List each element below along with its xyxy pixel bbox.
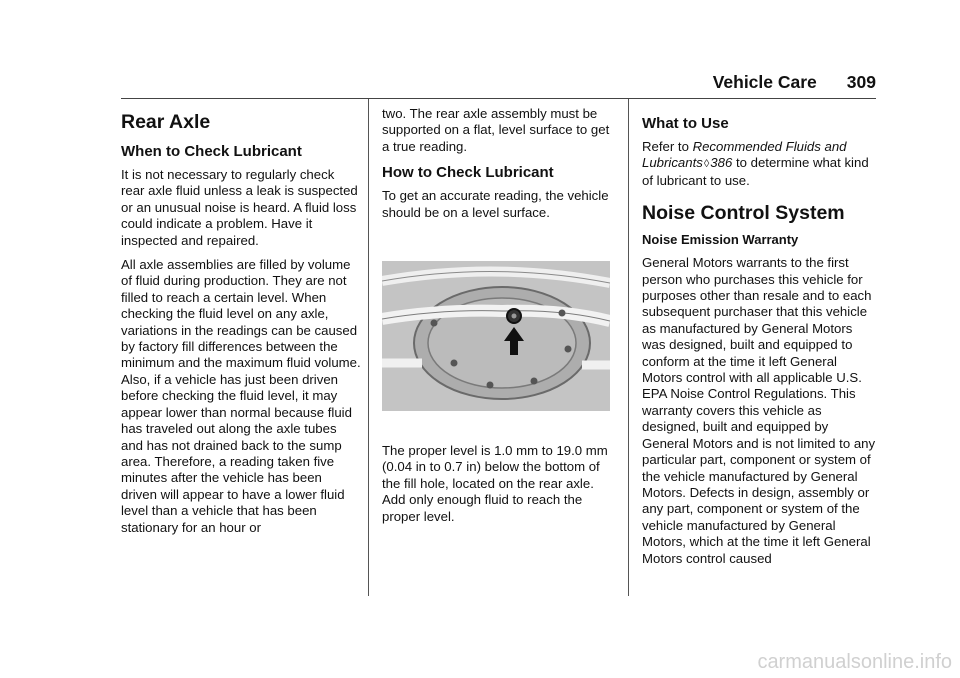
column-divider-2 — [628, 99, 629, 596]
paragraph: Refer to Recommended Fluids and Lubricants◊386 to determine what kind of lubricant to use. — [642, 139, 869, 188]
paragraph: All axle assemblies are filled by volume of fluid during production. They are not filled to reach a certain level. When checking the fluid level on any axle, variations in the readings can be caused by factory fill differences between the minimum and the maximum fluid volume. Also, if a vehicle has just been driven before checking the fluid level, it may appear lower than normal because fluid has traveled out along the axle tubes and has not drained back to the sump area. Therefore, a reading taken five minutes after the vehicle has been driven will appear to have a lower fluid level than a vehicle that has been stationary for an hour or — [121, 257, 361, 535]
paragraph: To get an accurate reading, the vehicle should be on a level surface. — [382, 188, 609, 220]
reference-arrow-icon: ◊ — [703, 158, 710, 171]
section-title: Vehicle Care — [712, 72, 817, 92]
column-divider-1 — [368, 99, 369, 596]
reference-link[interactable]: Recommended Fluids and Lubricants — [642, 139, 847, 171]
page-number: 309 — [846, 72, 876, 92]
heading-how-to-check: How to Check Lubricant — [382, 164, 554, 182]
rear-axle-illustration — [382, 261, 610, 411]
paragraph: two. The rear axle assembly must be supported on a flat, level surface to get a true reading. — [382, 106, 610, 154]
column-1 — [121, 106, 361, 544]
paragraph: The proper level is 1.0 mm to 19.0 mm (0.04 in to 0.7 in) below the bottom of the fill hole, located on the rear axle. Add only enough fluid to reach the proper level. — [382, 443, 608, 524]
heading-noise-warranty: Noise Emission Warranty — [642, 232, 799, 248]
heading-rear-axle: Rear Axle — [121, 111, 211, 133]
watermark: carmanualsonline.info — [757, 651, 952, 673]
heading-what-to-use: What to Use — [642, 115, 729, 132]
heading-when-to-check: When to Check Lubricant — [121, 143, 302, 160]
column-2 — [382, 106, 614, 533]
header-rule — [121, 98, 876, 99]
heading-noise-control: Noise Control System — [642, 202, 845, 225]
paragraph: General Motors warrants to the first person who purchases this vehicle for purposes other than resale and to each subsequent purchaser that this vehicle as manufactured by General Motors was designed, built and equipped to conform at the time it left General Motors control with all applicable U.S. EPA Noise Control Regulations. This warranty covers this vehicle as designed, built and equipped by General Motors and is not limited to any particular part, component or system of the vehicle manufactured by General Motors. Defects in design, assembly or any part, component or system of the vehicle manufactured by General Motors, which at the time it left General Motors control caused — [642, 255, 876, 566]
reference-page[interactable]: 386 — [710, 155, 733, 171]
column-3 — [642, 106, 876, 575]
paragraph: It is not necessary to regularly check rear axle fluid unless a leak is suspected or an unusual noise is heard. A fluid loss could indicate a problem. Have it inspected and repaired. — [121, 167, 358, 248]
page-header — [640, 72, 876, 98]
